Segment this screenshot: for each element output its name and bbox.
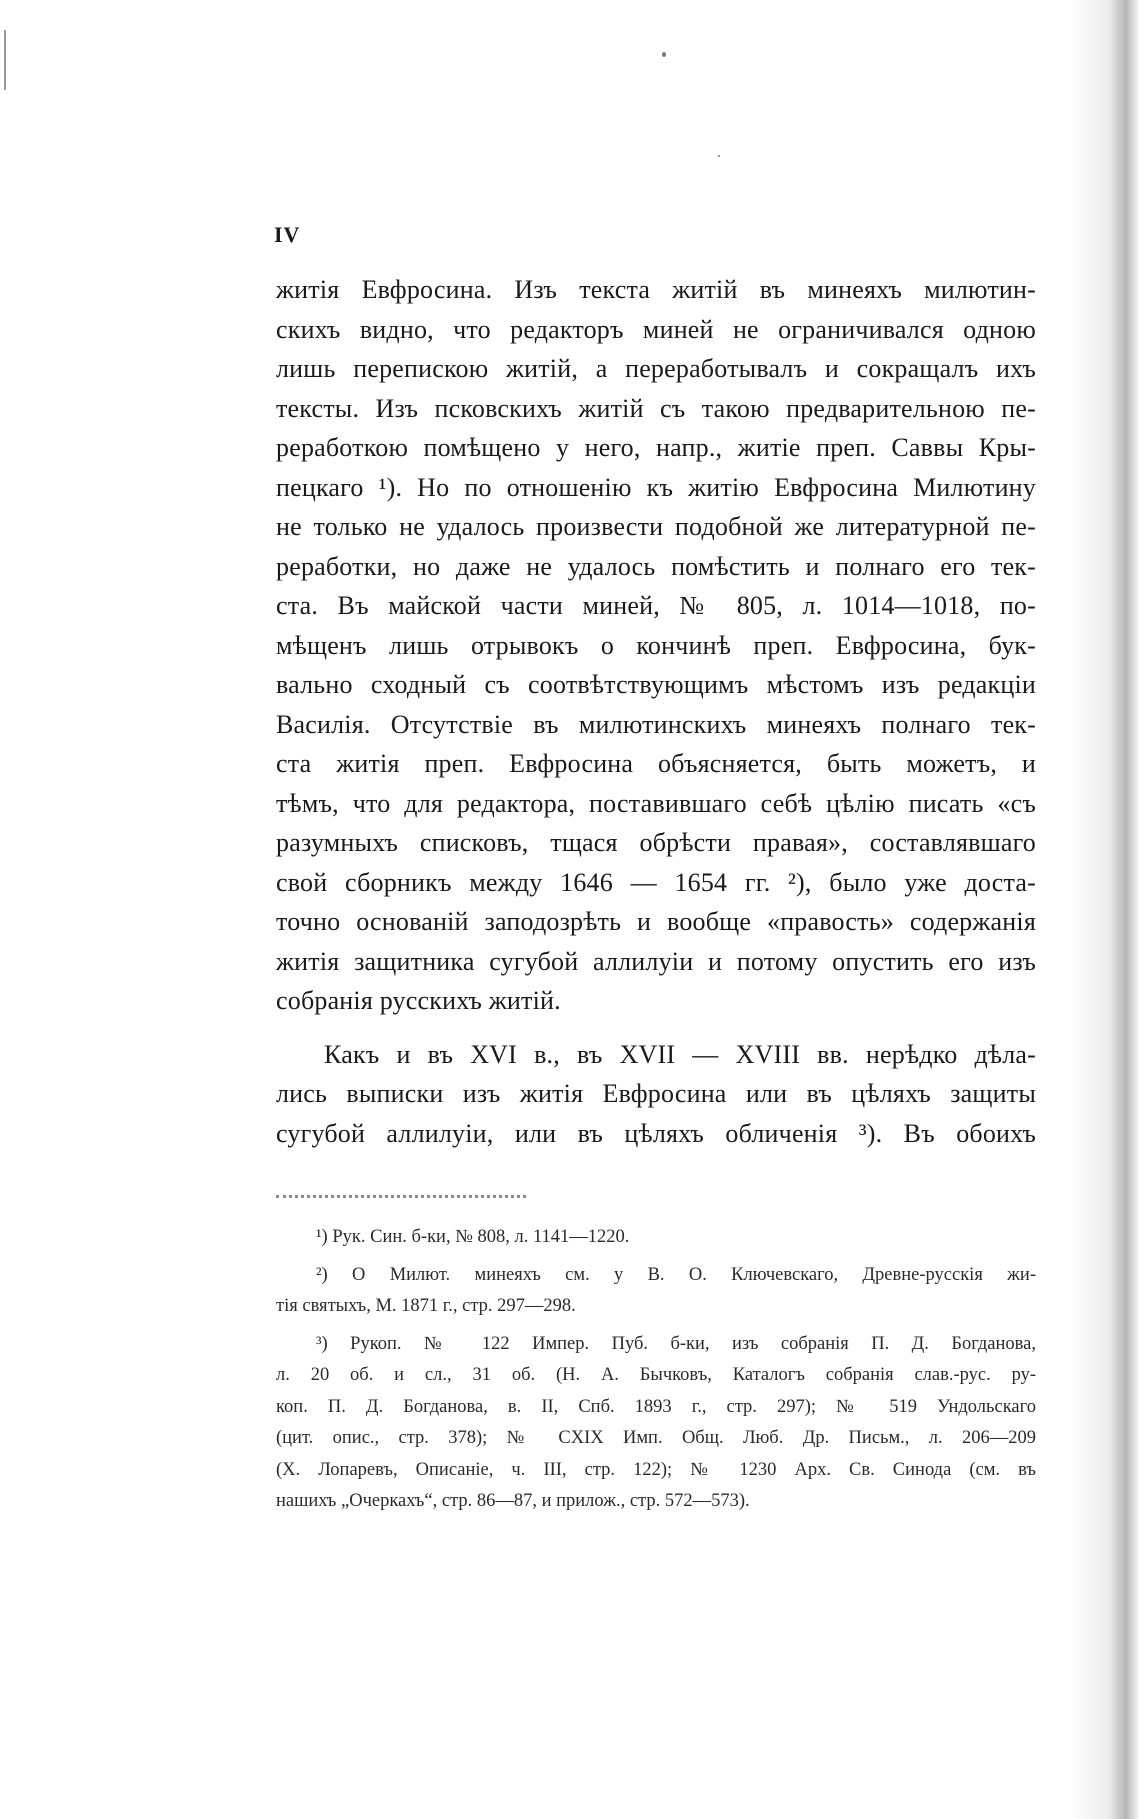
footnote-line: (цит. опис., стр. 378); № CXIX Имп. Общ. Люб. Др. Письм., л. 206—209 (276, 1428, 1036, 1448)
text-line: лись выписки изъ житія Евфросина или въ цѣляхъ защиты (276, 1079, 1036, 1108)
text-line: тѣмъ, что для редактора, поставившаго себѣ цѣлію писать «съ (276, 788, 1036, 818)
text-line: Какъ и въ XVI в., въ XVII — XVIII вв. нерѣдко дѣла- (324, 1039, 1036, 1069)
footnote-line: тія святыхъ, М. 1871 г., стр. 297—298. (276, 1296, 576, 1316)
text-line: собранія русскихъ житій. (276, 986, 561, 1015)
text-line: житія Евфросина. Изъ текста житій въ минеяхъ милютин- (276, 275, 1036, 304)
text-line: реработки, но даже не удалось помѣстить и полнаго его тек- (276, 551, 1036, 581)
scan-edge-shadow (1070, 0, 1140, 1819)
text-line: скихъ видно, что редакторъ миней не ограничивался одною (276, 314, 1036, 344)
footnote-line: л. 20 об. и сл., 31 об. (Н. А. Бычковъ, Каталогъ собранія слав.-рус. ру- (276, 1365, 1036, 1385)
footnote-line: ²) О Милют. минеяхъ см. у В. О. Ключевскаго, Древне-русскія жи- (316, 1264, 1036, 1285)
scan-left-mark (4, 30, 6, 90)
text-line: Василія. Отсутствіе въ милютинскихъ минеяхъ полнаго тек- (276, 709, 1036, 739)
text-line: вально сходный съ соотвѣтствующимъ мѣстомъ изъ редакціи (276, 670, 1036, 699)
text-line: пецкаго ¹). Но по отношенію къ житію Евфросина Милютину (276, 472, 1036, 502)
text-line: лишь перепискою житій, а переработывалъ и сокращалъ ихъ (276, 354, 1036, 383)
footnote-separator (276, 1195, 526, 1198)
text-line: ста житія преп. Евфросина объясняется, быть можетъ, и (276, 749, 1036, 778)
text-line: сугубой аллилуіи, или въ цѣляхъ обличенія ³). Въ обоихъ (276, 1118, 1036, 1148)
text-line: реработкою помѣщено у него, напр., житіе преп. Саввы Кры- (276, 433, 1036, 462)
text-line: мѣщенъ лишь отрывокъ о кончинѣ преп. Евфросина, бук- (276, 630, 1036, 660)
text-line: не только не удалось произвести подобной же литературной пе- (276, 512, 1036, 541)
footnotes (276, 1222, 1036, 1518)
text-line: тексты. Изъ псковскихъ житій съ такою предварительною пе- (276, 393, 1036, 423)
text-line: ста. Въ майской части миней, № 805, л. 1014—1018, по- (276, 591, 1036, 620)
footnote-line: нашихъ „Очеркахъ“, стр. 86—87, и прилож., стр. 572—573). (276, 1491, 750, 1511)
footnote-line: ¹) Рук. Син. б-ки, № 808, л. 1141—1220. (316, 1227, 630, 1247)
text-line: разумныхъ списковъ, тщася обрѣсти правая», составлявшаго (276, 828, 1036, 857)
scan-dust-speck (718, 155, 720, 157)
main-text (276, 270, 1036, 1153)
scan-dust-speck (662, 52, 666, 57)
footnote-line: (Х. Лопаревъ, Описаніе, ч. III, стр. 122); № 1230 Арх. Св. Синода (см. въ (276, 1459, 1036, 1480)
footnote-line: ³) Рукоп. № 122 Импер. Пуб. б-ки, изъ собранія П. Д. Богданова, (316, 1333, 1036, 1354)
page-number: IV (274, 222, 301, 247)
footnote-line: коп. П. Д. Богданова, в. II, Спб. 1893 г., стр. 297); № 519 Ундольскаго (276, 1396, 1036, 1417)
text-line: свой сборникъ между 1646 — 1654 гг. ²), было уже доста- (276, 867, 1036, 897)
text-line: житія защитника сугубой аллилуіи и потому опустить его изъ (276, 946, 1036, 976)
text-line: точно основаній заподозрѣть и вообще «правость» содержанія (276, 907, 1036, 936)
